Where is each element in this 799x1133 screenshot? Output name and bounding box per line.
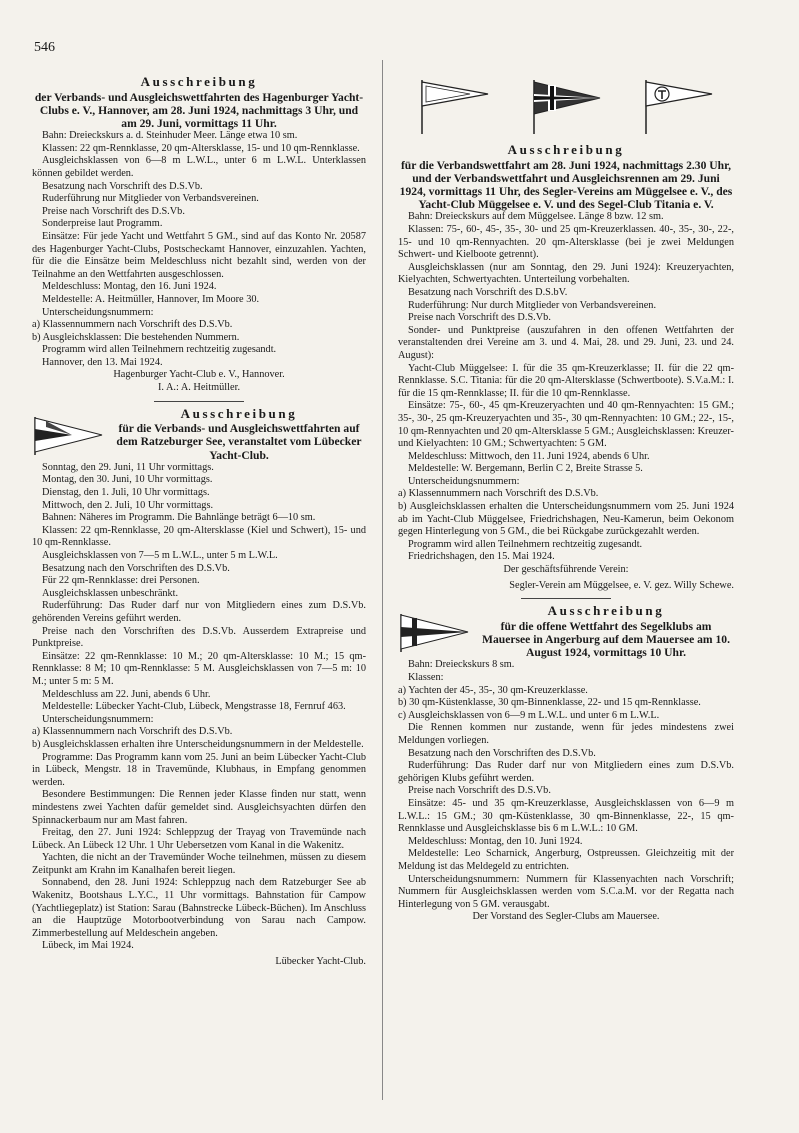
paragraph: Programm wird allen Teilnehmern rechtzeitig zugesandt.: [408, 538, 643, 550]
signature: Lübecker Yacht-Club.: [275, 956, 366, 968]
page-number: 546: [34, 40, 55, 55]
paragraph: Klassen:: [408, 672, 444, 684]
paragraph: Ausgleichsklassen von 6—8 m L.W.L., unter 6 m L.W.L. Unterklassen können gebildet werden.: [32, 155, 366, 179]
paragraph: Programm wird allen Teilnehmern rechtzeitig zugesandt.: [42, 344, 277, 356]
titania-pennant-icon: [642, 78, 714, 134]
paragraph: Klassen: 75-, 60-, 45-, 35-, 30- und 25 qm-Kreuzerklassen. 40-, 35-, 30-, 22-, 15- und 10 qm-Rennyachten. 20 qm-Altersklasse (bei je zwei Meldungen Schwert- und Kielboote getrennt).: [398, 224, 734, 261]
paragraph: Unterscheidungsnummern: Nummern für Klassenyachten nach Vorschrift; Nummern für Ausgleichsklassen werden vom S.C.a.M. vor der Regatta nach Hinterlegung von 5 GM. verausgabt.: [398, 873, 734, 910]
paragraph: Meldeschluss: Mittwoch, den 11. Juni 1924, abends 6 Uhr.: [408, 450, 650, 462]
signature: Der Vorstand des Segler-Clubs am Mauersee.: [472, 911, 660, 923]
paragraph: b) Ausgleichsklassen erhalten die Unterscheidungsnummern vom 25. Juni 1924 ab im Yacht-Club Müggelsee, Friedrichshagen, Neu-Kamerun, beim Oekonom gegen Hinterlegung von 5 GM., die bei Rückgabe zurückgezahlt werden.: [398, 501, 734, 538]
paragraph: Dienstag, den 1. Juli, 10 Uhr vormittags.: [42, 487, 210, 499]
paragraph: Preise nach Vorschrift des D.S.Vb.: [408, 785, 551, 797]
paragraph: Bahn: Dreieckskurs auf dem Müggelsee. Länge 8 bzw. 12 sm.: [408, 211, 664, 223]
paragraph: Yachten, die nicht an der Travemünder Woche teilnehmen, müssen zu diesem Zeitpunkt am Krahn im Kanalhafen bereit liegen.: [32, 852, 366, 876]
dateline: Lübeck, im Mai 1924.: [42, 940, 134, 952]
paragraph: Meldeschluss: Montag, den 10. Juni 1924.: [408, 835, 583, 847]
white-pennant-icon: [418, 78, 490, 134]
paragraph: b) 30 qm-Küstenklasse, 30 qm-Binnenklasse, 22- und 15 qm-Rennklasse.: [398, 697, 701, 709]
section-subtitle: der Verbands- und Ausgleichswettfahrten des Hagenburger Yacht-Clubs e. V., Hannover, am 28. Juni 1924, nachmittags 3 Uhr, und am 29. Juni, vormittags 11 Uhr.: [34, 90, 364, 130]
paragraph: Ausgleichsklassen (nur am Sonntag, den 29. Juni 1924): Kreuzeryachten, Kielyachten, Schwertyachten. Unterteilung vorbehalten.: [398, 261, 734, 286]
paragraph: Bahn: Dreieckskurs a. d. Steinhuder Meer. Länge etwa 10 sm.: [42, 130, 298, 142]
section-hagenburg: [32, 76, 366, 395]
paragraph: Die Rennen kommen nur zustande, wenn für jedes mindestens zwei Meldungen vorliegen.: [398, 722, 734, 746]
mauersee-pennant-icon: [398, 612, 470, 652]
club-flags: [398, 78, 734, 134]
paragraph: Preise nach Vorschrift des D.S.Vb.: [408, 312, 551, 324]
paragraph: Preise nach den Vorschriften des D.S.Vb. Ausserdem Extrapreise und Punktpreise.: [32, 625, 366, 650]
section-subtitle: für die Verbandswettfahrt am 28. Juni 1924, nachmittags 2.30 Uhr, und der Verbandswettfahrt und Ausgleichsrennen am 29. Juni 1924, vormittags 11 Uhr, des Segler-Vereins am Müggelsee e. V., des Yacht-Club Müggelsee e. V. und des Segel-Club Titania e. V.: [399, 158, 733, 212]
paragraph: Ruderführung: Das Ruder darf nur von Mitgliedern eines zum D.S.Vb. gehörenden Vereins geführt werden.: [32, 600, 366, 624]
paragraph: b) Ausgleichsklassen erhalten ihre Unterscheidungsnummern in der Meldestelle.: [32, 738, 364, 750]
section-heading: Ausschreibung: [507, 142, 625, 157]
divider: [521, 598, 611, 599]
paragraph: Besatzung nach Vorschrift des D.S.Vb.: [42, 180, 203, 192]
paragraph: Einsätze: 45- und 35 qm-Kreuzerklasse, Ausgleichsklassen von 6—9 m L.W.L.: 15 GM.; 30 qm-Küstenklasse, 30 qm-Binnenklasse, 22-, 15 qm-Rennklasse und Ausgleichsklasse bis 6 m L.W.L.: 10 GM.: [398, 797, 734, 835]
paragraph: a) Yachten der 45-, 35-, 30 qm-Kreuzerklasse.: [398, 684, 588, 696]
paragraph: Besondere Bestimmungen: Die Rennen jeder Klasse finden nur statt, wenn mindestens zwei Yachten dafür gemeldet sind. Ausgleichsyachten dürfen den Spinnackerbaum nur am Mast fahren.: [32, 789, 366, 826]
signature: Segler-Verein am Müggelsee, e. V. gez. Willy Schewe.: [509, 579, 734, 591]
dateline: Friedrichshagen, den 15. Mai 1924.: [408, 551, 555, 563]
column-divider: [382, 60, 383, 1100]
section-subtitle: für die Verbands- und Ausgleichswettfahrten auf dem Ratzeburger See, veranstaltet vom Lübecker Yacht-Club.: [116, 422, 362, 462]
paragraph: b) Ausgleichsklassen: Die bestehenden Nummern.: [32, 331, 240, 343]
paragraph: Programme: Das Programm kann vom 25. Juni an beim Lübecker Yacht-Club in Lübeck, Mengstr. 18 in Travemünde, Klubhaus, in Empfang genommen werden.: [32, 751, 366, 788]
paragraph: Montag, den 30. Juni, 10 Uhr vormittags.: [42, 474, 213, 486]
paragraph: c) Ausgleichsklassen von 6—9 m L.W.L. und unter 6 m L.W.L.: [398, 709, 660, 721]
signature: I. A.: A. Heitmüller.: [157, 382, 241, 394]
paragraph: Einsätze: 22 qm-Rennklasse: 10 M.; 20 qm-Altersklasse: 10 M.; 15 qm-Rennklasse: 8 M; 10 qm-Rennklasse: 5 M. Ausgleichsklassen von 7—5 m: 10 M.; unter 5 m: 5 M.: [32, 650, 366, 687]
cross-pennant-icon: [530, 78, 602, 134]
paragraph: Meldestelle: Leo Scharnick, Angerburg, Ostpreussen. Gleichzeitig mit der Meldung ist das Meldegeld zu entrichten.: [398, 848, 734, 872]
section-heading: Ausschreibung: [547, 603, 665, 619]
paragraph: Sonder- und Punktpreise (auszufahren in den offenen Wettfahrten der veranstaltenden drei Vereine am 3. und 4. Mai, 28. und 29. Juni, 23. und 24. August):: [398, 324, 734, 361]
lubeck-pennant-icon: [32, 415, 104, 455]
paragraph: Ruderführung: Nur durch Mitglieder von Verbandsvereinen.: [408, 299, 657, 311]
paragraph: Mittwoch, den 2. Juli, 10 Uhr vormittags.: [42, 499, 214, 511]
right-column: [398, 80, 734, 930]
signature: Hagenburger Yacht-Club e. V., Hannover.: [113, 369, 285, 381]
paragraph: Sonderpreise laut Programm.: [42, 218, 163, 230]
paragraph: a) Klassennummern nach Vorschrift des D.S.Vb.: [32, 319, 233, 331]
paragraph: Sonnabend, den 28. Juni 1924: Schleppzug nach dem Ratzeburger See ab Wakenitz, Bootshaus L.Y.C., 11 Uhr vormittags. Bahnstation für Campow (Yachtliegeplatz) ist Station: Sarau (Bahnstrecke Lübeck-Büchen). Im Anschluss an die Hauptzüge Motorbootverbindung von Sarau nach Campow. Zimmerbestellung auf Meldeschein angeben.: [32, 877, 366, 939]
paragraph: Meldestelle: Lübecker Yacht-Club, Lübeck, Mengstrasse 18, Fernruf 463.: [42, 701, 346, 713]
paragraph: Freitag, den 27. Juni 1924: Schleppzug der Trayag von Travemünde nach Lübeck. An Lübeck 12 Uhr. 1 Uhr Uebersetzen vom Kanal in die Wakenitz.: [32, 827, 366, 851]
paragraph: Einsätze: 75-, 60-, 45 qm-Kreuzeryachten und 40 qm-Rennyachten: 15 GM.; 35-, 30-, 25 qm-Kreuzeryachten und 35-, 30 qm-Rennyachten: 10 GM.; 22-, 15-, 10 qm-Rennyachten und 20 qm-Altersklasse 5 GM.; Ausgleichsklassen: Kreuzer- und Kielyachten: 10 GM.; Schwertyachten: 5 GM.: [398, 400, 734, 450]
divider: [154, 401, 244, 402]
left-column: [32, 76, 366, 975]
paragraph: Unterscheidungsnummern:: [42, 713, 154, 725]
paragraph: Yacht-Club Müggelsee: I. für die 35 qm-Kreuzerklasse; II. für die 22 qm-Rennklasse. S.C. Titania: für die 20 qm-Altersklasse (Schwertboote). S.V.a.M.: I. für die 15 qm-Rennklasse; II. für die 10 qm-Rennklasse.: [398, 362, 734, 399]
paragraph: a) Klassennummern nach Vorschrift des D.S.Vb.: [32, 726, 233, 738]
paragraph: Klassen: 22 qm-Rennklasse, 20 qm-Altersklasse (Kiel und Schwert), 15- und 10 qm-Rennklasse.: [32, 524, 366, 549]
paragraph: Der geschäftsführende Verein:: [503, 564, 629, 576]
paragraph: Klassen: 22 qm-Rennklasse, 20 qm-Altersklasse, 15- und 10 qm-Rennklasse.: [42, 142, 360, 154]
section-mauersee: [398, 605, 734, 924]
paragraph: a) Klassennummern nach Vorschrift des D.S.Vb.: [398, 488, 599, 500]
section-ratzeburg: [32, 405, 366, 969]
paragraph: Bahnen: Näheres im Programm. Die Bahnlänge beträgt 6—10 sm.: [42, 512, 316, 524]
paragraph: Besatzung nach den Vorschriften des D.S.Vb.: [42, 562, 230, 574]
paragraph: Meldestelle: W. Bergemann, Berlin C 2, Breite Strasse 5.: [408, 463, 643, 475]
paragraph: Unterscheidungsnummern:: [408, 475, 520, 487]
paragraph: Bahn: Dreieckskurs 8 sm.: [408, 659, 515, 671]
paragraph: Sonntag, den 29. Juni, 11 Uhr vormittags.: [42, 461, 214, 473]
paragraph: Meldestelle: A. Heitmüller, Hannover, Im Moore 30.: [42, 293, 260, 305]
paragraph: Meldeschluss: Montag, den 16. Juni 1924.: [42, 281, 217, 293]
section-mueggelsee: [398, 144, 734, 592]
paragraph: Ruderführung: Das Ruder darf nur von Mitgliedern eines zum D.S.Vb. gehörigen Klubs geführt werden.: [398, 760, 734, 784]
paragraph: Für 22 qm-Rennklasse: drei Personen.: [42, 575, 200, 587]
section-heading: Ausschreibung: [180, 405, 298, 421]
paragraph: Besatzung nach den Vorschriften des D.S.Vb.: [408, 747, 596, 759]
section-heading: Ausschreibung: [140, 74, 258, 89]
paragraph: Ruderführung nur Mitglieder von Verbandsvereinen.: [42, 193, 259, 205]
paragraph: Preise nach Vorschrift des D.S.Vb.: [42, 205, 185, 217]
paragraph: Ausgleichsklassen von 7—5 m L.W.L., unter 5 m L.W.L.: [42, 550, 278, 562]
paragraph: Einsätze: Für jede Yacht und Wettfahrt 5 GM., sind auf das Konto Nr. 20587 des Hagenburger Yacht-Clubs, Postscheckamt Hannover, einzuzahlen. Yachten, für die die Einsätze beim Meldeschluss nicht bezahlt sind, werden von der Teilnahme an den Wettfahrten ausgeschlossen.: [32, 230, 366, 280]
paragraph: Unterscheidungsnummern:: [42, 306, 154, 318]
paragraph: Meldeschluss am 22. Juni, abends 6 Uhr.: [42, 688, 211, 700]
paragraph: Ausgleichsklassen unbeschränkt.: [42, 587, 179, 599]
dateline: Hannover, den 13. Mai 1924.: [42, 356, 163, 368]
paragraph: Besatzung nach Vorschrift des D.S.bV.: [408, 286, 568, 298]
section-subtitle: für die offene Wettfahrt des Segelklubs am Mauersee in Angerburg auf dem Mauersee am 10. August 1924, vormittags 10 Uhr.: [482, 619, 730, 660]
